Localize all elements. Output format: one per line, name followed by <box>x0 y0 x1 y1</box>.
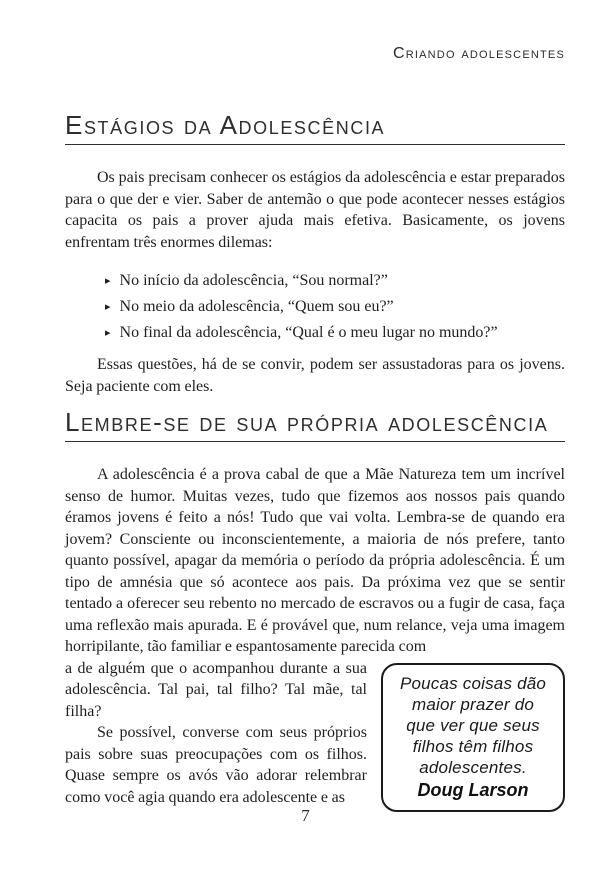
list-item <box>105 268 565 294</box>
bullet-triangle-icon: ▸ <box>105 301 111 313</box>
paragraph-body-full: A adolescência é a prova cabal de que a Mãe Natureza tem um incrível senso de humor. Muitas vezes, tudo que fizemos aos nossos pais quando éramos jovens é feito a nós! Tudo que vai volta. Lembra-se de quando era jovem? Consciente ou inconscientemente, a maioria de nós prefere, tanto quanto possível, apagar da memória o período da própria adolescência. É um tipo de amnésia que só acontece aos pais. Da próxima vez que se sentir tentado a oferecer seu rebento no mercado de escravos ou a fugir de casa, faça uma reflexão mais apurada. E é provável que, num relance, veja uma imagem horripilante, tão familiar e espantosamente parecida com <box>65 466 565 655</box>
paragraph-se-possivel: Se possível, converse com seus próprios pais sobre suas preocupações com os filhos. Quase sempre os avós vão adorar relembrar como você agia quando era adolescente e as <box>65 724 367 806</box>
quote-attribution: Doug Larson <box>417 779 529 800</box>
list-item <box>105 320 565 346</box>
bullet-triangle-icon: ▸ <box>105 327 111 339</box>
list-item-text: No meio da adolescência, “Quem sou eu?” <box>119 298 394 315</box>
running-head: Criando adolescentes <box>392 45 565 62</box>
quote-text: Poucas coisas dão maior prazer do que ver que seus filhos têm filhos adolescentes. <box>399 673 547 777</box>
dilemma-list <box>65 268 565 346</box>
page-number: 7 <box>301 806 310 825</box>
list-item-text: No início da adolescência, “Sou normal?” <box>119 272 388 289</box>
section-heading-lembre: Lembre-se de sua própria adolescência <box>65 409 565 442</box>
paragraph-intro: Os pais precisam conhecer os estágios da adolescência e estar preparados para o que der e vier. Saber de antemão o que pode acontecer nesses estágios capacita os pais a prover ajuda mais efetiva. Basicamente, os jovens enfrentam três enormes dilemas: <box>65 169 565 251</box>
paragraph-closing: Essas questões, há de se convir, podem ser assustadoras para os jovens. Seja paciente com eles. <box>65 356 565 395</box>
list-item <box>105 294 565 320</box>
quote-box <box>381 663 565 812</box>
bullet-triangle-icon: ▸ <box>105 275 111 287</box>
wrap-region <box>65 658 565 820</box>
paragraph-body-wrap: a de alguém que o acompanhou durante a sua adolescência. Tal pai, tal filho? Tal mãe, tal filha? <box>65 659 367 720</box>
section-heading-estagios: Estágios da Adolescência <box>65 112 565 145</box>
list-item-text: No final da adolescência, “Qual é o meu lugar no mundo?” <box>119 324 498 341</box>
